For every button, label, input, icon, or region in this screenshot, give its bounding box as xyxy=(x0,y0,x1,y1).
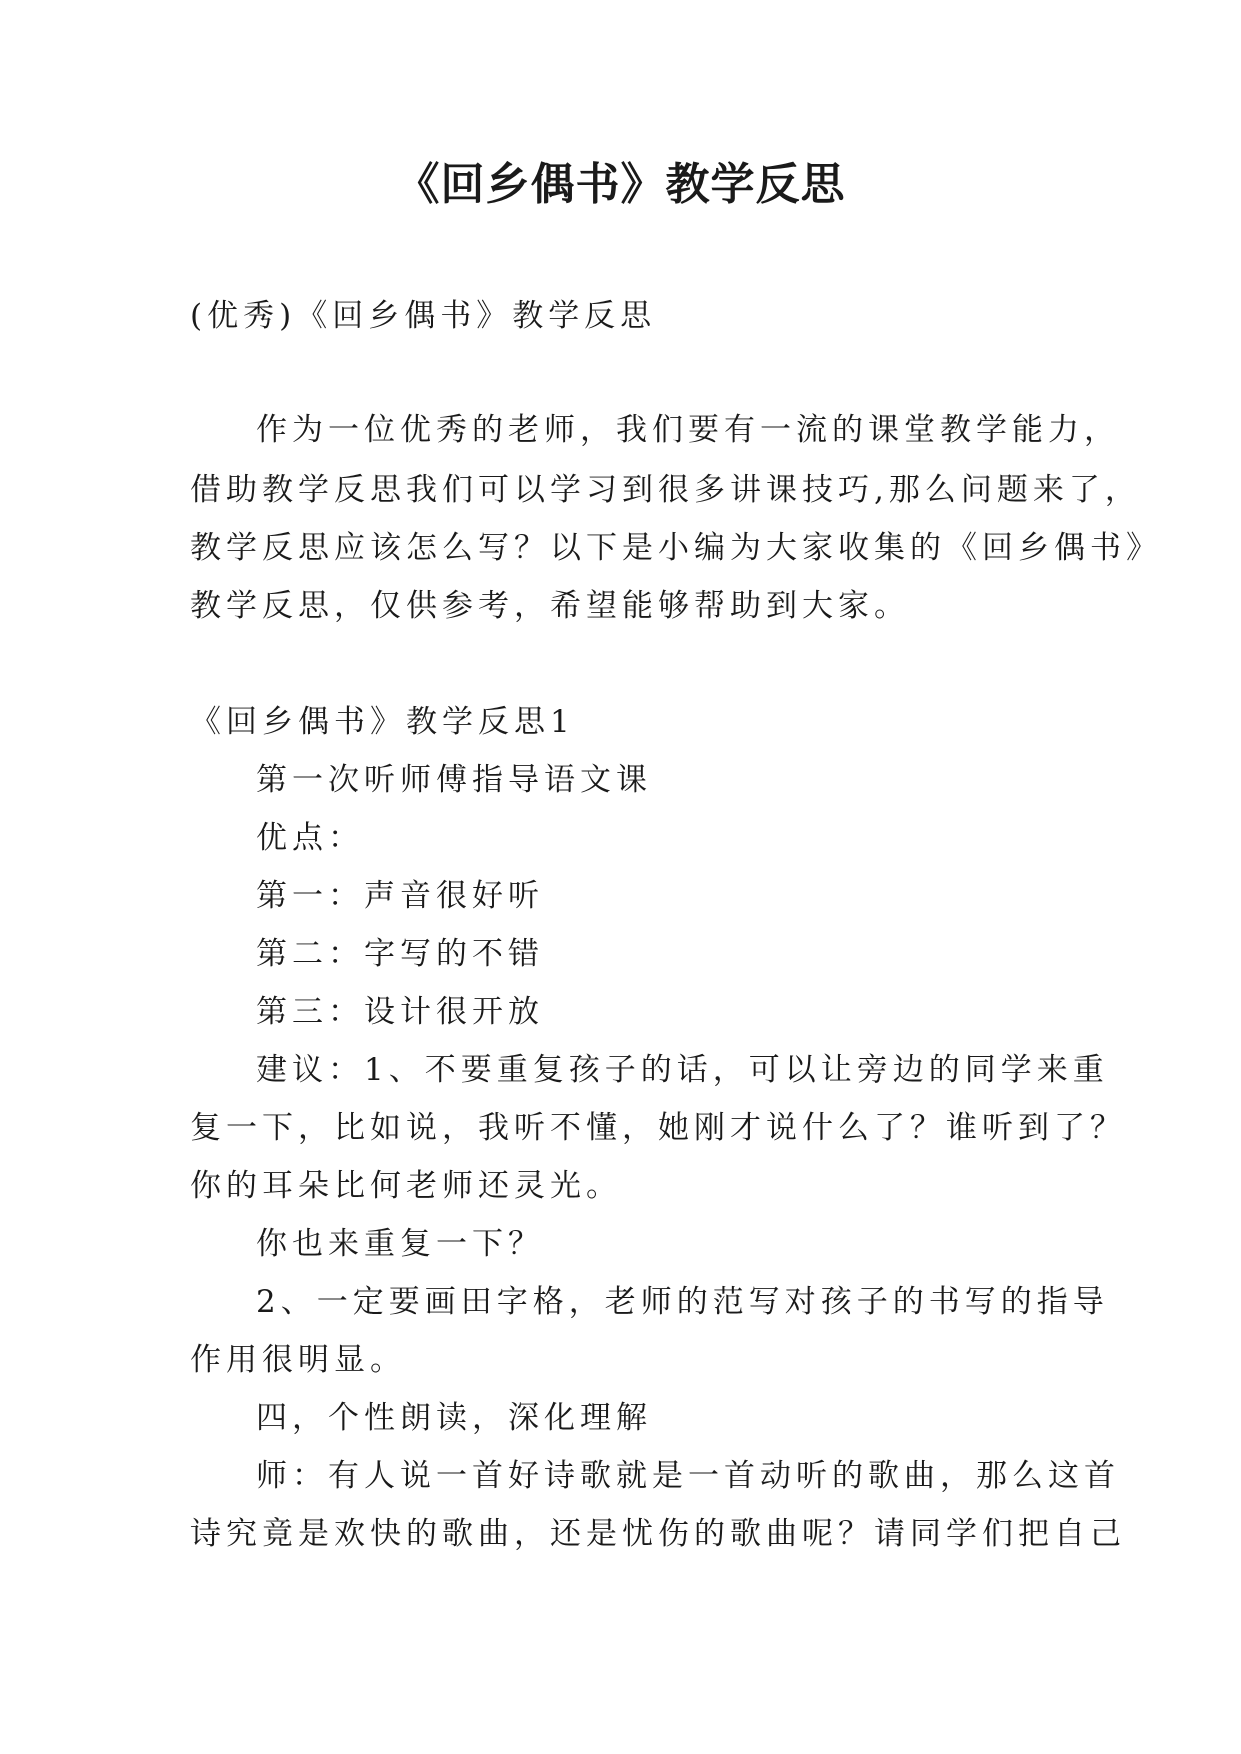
body-line: 优点： xyxy=(256,820,364,856)
intro-line: 教学反思应该怎么写？以下是小编为大家收集的《回乡偶书》 xyxy=(190,530,1162,566)
body-line: 你也来重复一下？ xyxy=(256,1226,544,1262)
document-title: 《回乡偶书》教学反思 xyxy=(395,159,846,210)
body-line: 复一下，比如说，我听不懂，她刚才说什么了？谁听到了？ xyxy=(190,1110,1126,1146)
body-line: 你的耳朵比何老师还灵光。 xyxy=(190,1168,622,1204)
body-line: 诗究竟是欢快的歌曲，还是忧伤的歌曲呢？请同学们把自己 xyxy=(190,1516,1126,1552)
intro-line: 教学反思，仅供参考，希望能够帮助到大家。 xyxy=(190,588,910,624)
body-line: 建议：1、不要重复孩子的话，可以让旁边的同学来重 xyxy=(256,1052,1109,1088)
document-subtitle: (优秀)《回乡偶书》教学反思 xyxy=(190,298,657,334)
body-line: 第三：设计很开放 xyxy=(256,994,544,1030)
body-line: 四，个性朗读，深化理解 xyxy=(256,1400,652,1436)
body-line: 第一次听师傅指导语文课 xyxy=(256,762,652,798)
body-line: 第一：声音很好听 xyxy=(256,878,544,914)
body-line: 师：有人说一首好诗歌就是一首动听的歌曲，那么这首 xyxy=(256,1458,1120,1494)
intro-line: 借助教学反思我们可以学习到很多讲课技巧,那么问题来了， xyxy=(190,472,1141,508)
body-line: 作用很明显。 xyxy=(190,1342,406,1378)
section-heading: 《回乡偶书》教学反思1 xyxy=(190,704,575,740)
intro-line: 作为一位优秀的老师，我们要有一流的课堂教学能力， xyxy=(256,412,1120,448)
body-line: 第二：字写的不错 xyxy=(256,936,544,972)
body-line: 2、一定要画田字格，老师的范写对孩子的书写的指导 xyxy=(256,1284,1109,1320)
